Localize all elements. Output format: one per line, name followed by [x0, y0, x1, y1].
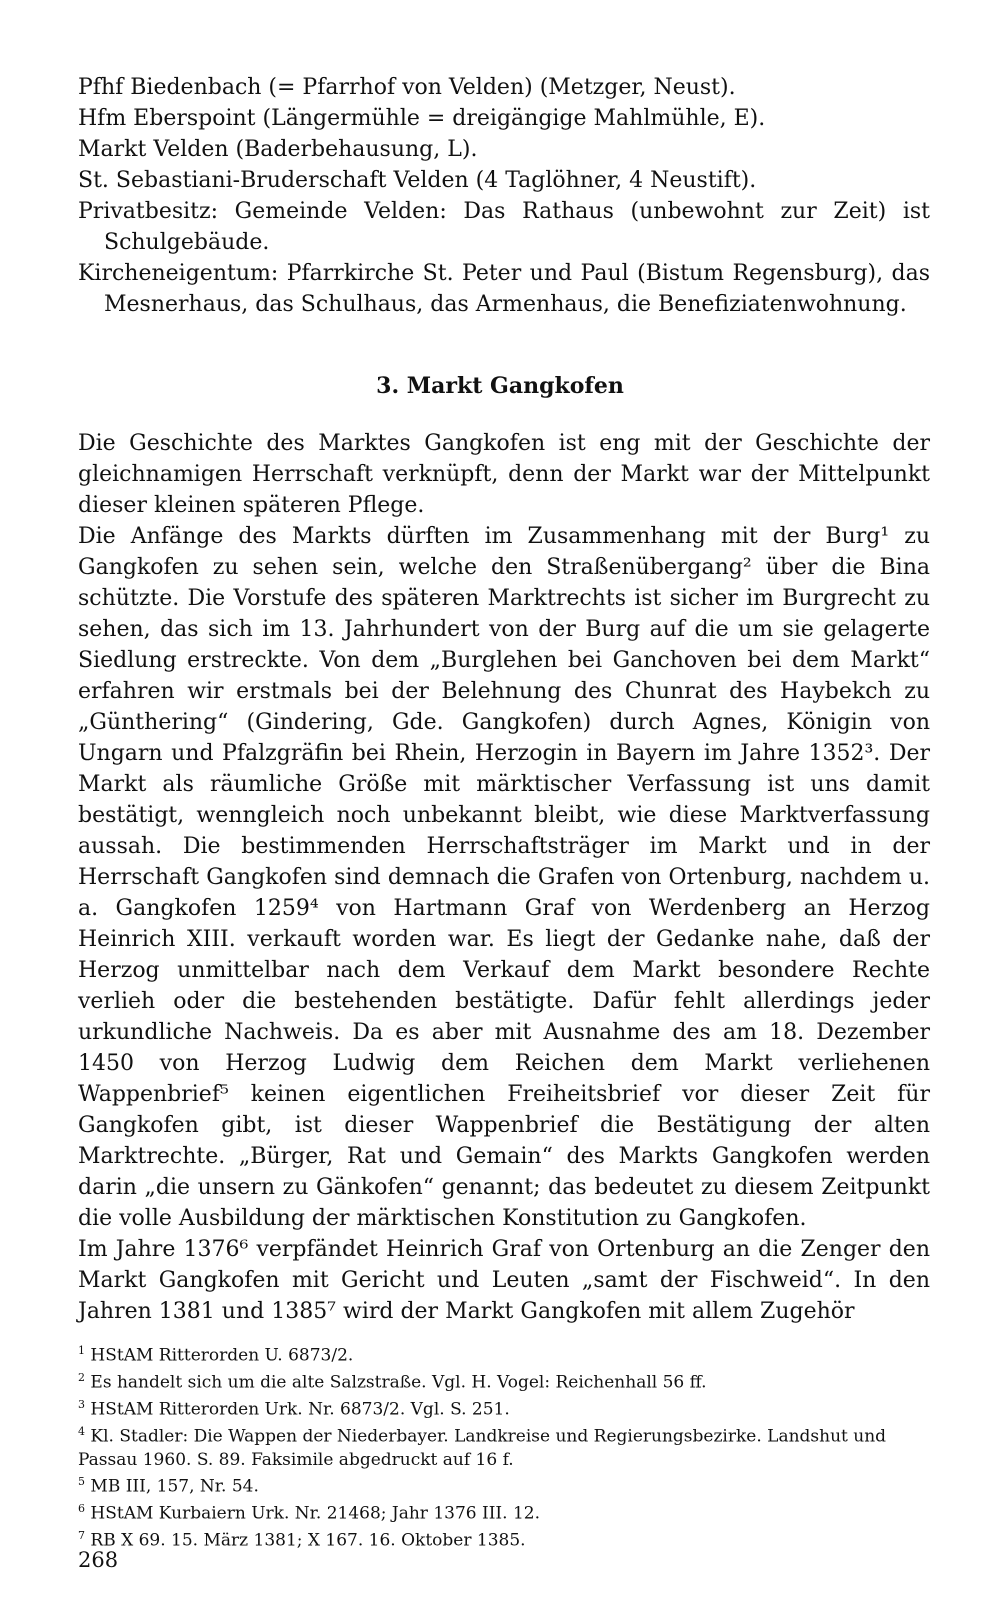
footnote-number: 6: [78, 1502, 85, 1516]
list-item: Markt Velden (Baderbehausung, L).: [78, 137, 478, 162]
body-text: [78, 428, 930, 1327]
list-item: Pfhf Biedenbach (= Pfarrhof von Velden) (Metzger, Neust).: [78, 75, 736, 100]
paragraph: Die Geschichte des Marktes Gangkofen ist eng mit der Geschichte der gleichnamigen Herrschaft verknüpft, denn der Markt war der Mittelpunkt dieser kleinen späteren Pflege.: [78, 431, 930, 518]
footnote-text: Es handelt sich um die alte Salzstraße. Vgl. H. Vogel: Reichenhall 56 ff.: [90, 1372, 707, 1393]
footnote-number: 7: [78, 1529, 85, 1543]
footnotes: [78, 1340, 938, 1553]
footnote-number: 4: [78, 1425, 85, 1439]
footnote: [78, 1498, 938, 1525]
footnote-text: Kl. Stadler: Die Wappen der Niederbayer. Landkreise und Regierungsbezirke. Landshut und Passau 1960. S. 89. Faksimile abgedruckt auf 16 f.: [78, 1427, 887, 1470]
list-item: St. Sebastiani-Bruderschaft Velden (4 Taglöhner, 4 Neustift).: [78, 168, 757, 193]
list-item: Hfm Eberspoint (Längermühle = dreigängige Mahlmühle, E).: [78, 106, 766, 131]
footnote-text: RB X 69. 15. März 1381; X 167. 16. Oktober 1385.: [90, 1531, 526, 1552]
footnote-number: 5: [78, 1475, 85, 1489]
page-number: 268: [78, 1548, 119, 1572]
footnote: [78, 1340, 938, 1367]
list-item: Privatbesitz: Gemeinde Velden: Das Rathaus (unbewohnt zur Zeit) ist Schulgebäude.: [78, 199, 930, 255]
footnote: [78, 1367, 938, 1394]
footnote: [78, 1394, 938, 1421]
footnote-number: 3: [78, 1398, 85, 1412]
footnote-text: MB III, 157, Nr. 54.: [90, 1476, 259, 1497]
footnote: [78, 1421, 938, 1471]
footnote-number: 1: [78, 1344, 85, 1357]
section-heading: 3. Markt Gangkofen: [376, 373, 624, 399]
paragraph: Die Anfänge des Markts dürften im Zusammenhang mit der Burg¹ zu Gangkofen zu sehen sein, welche den Straßenübergang² über die Bina schützte. Die Vorstufe des späteren Marktrechts ist sicher im Burgrecht zu sehen, das sich im 13. Jahrhundert von der Burg auf die um sie gelagerte Siedlung erstreckte. Von dem „Burglehen bei Ganchoven bei dem Markt“ erfahren wir erstmals bei der Belehnung des Chunrat des Haybekch zu „Günthering“ (Gindering, Gde. Gangkofen) durch Agnes, Königin von Ungarn und Pfalzgräfin bei Rhein, Herzogin in Bayern im Jahre 1352³. Der Markt als räumliche Größe mit märktischer Verfassung ist uns damit bestätigt, wenngleich noch unbekannt bleibt, wie diese Marktverfassung aussah. Die bestimmenden Herrschaftsträger im Markt und in der Herrschaft Gangkofen sind demnach die Grafen von Ortenburg, nachdem u. a. Gangkofen 1259⁴ von Hartmann Graf von Werdenberg an Herzog Heinrich XIII. verkauft worden war. Es liegt der Gedanke nahe, daß der Herzog unmittelbar nach dem Verkauf dem Markt besondere Rechte verlieh oder die bestehenden bestätigte. Dafür fehlt allerdings jeder urkundliche Nachweis. Da es aber mit Ausnahme des am 18. Dezember 1450 von Herzog Ludwig dem Reichen dem Markt verliehenen Wappenbrief⁵ keinen eigentlichen Freiheitsbrief vor dieser Zeit für Gangkofen gibt, ist dieser Wappenbrief die Bestätigung der alten Marktrechte. „Bürger, Rat und Gemain“ des Markts Gangkofen werden darin „die unsern zu Gänkofen“ genannt; das bedeutet zu diesem Zeitpunkt die volle Ausbildung der märktischen Konstitution zu Gangkofen.: [78, 524, 930, 1231]
list-item: Kircheneigentum: Pfarrkirche St. Peter und Paul (Bistum Regensburg), das Mesnerhaus, das Schulhaus, das Armenhaus, die Benefiziatenwohnung.: [78, 261, 930, 317]
footnote-number: 2: [78, 1371, 85, 1385]
footnote-text: HStAM Kurbaiern Urk. Nr. 21468; Jahr 1376 III. 12.: [90, 1503, 540, 1524]
footnote-text: HStAM Ritterorden U. 6873/2.: [90, 1345, 354, 1366]
ownership-list: [78, 72, 930, 320]
footnote: [78, 1525, 938, 1552]
paragraph: Im Jahre 1376⁶ verpfändet Heinrich Graf von Ortenburg an die Zenger den Markt Gangkofen mit Gericht und Leuten „samt der Fischweid“. In den Jahren 1381 und 1385⁷ wird der Markt Gangkofen mit allem Zugehör: [78, 1237, 930, 1324]
footnote: [78, 1471, 938, 1498]
footnote-text: HStAM Ritterorden Urk. Nr. 6873/2. Vgl. S. 251.: [90, 1399, 510, 1420]
